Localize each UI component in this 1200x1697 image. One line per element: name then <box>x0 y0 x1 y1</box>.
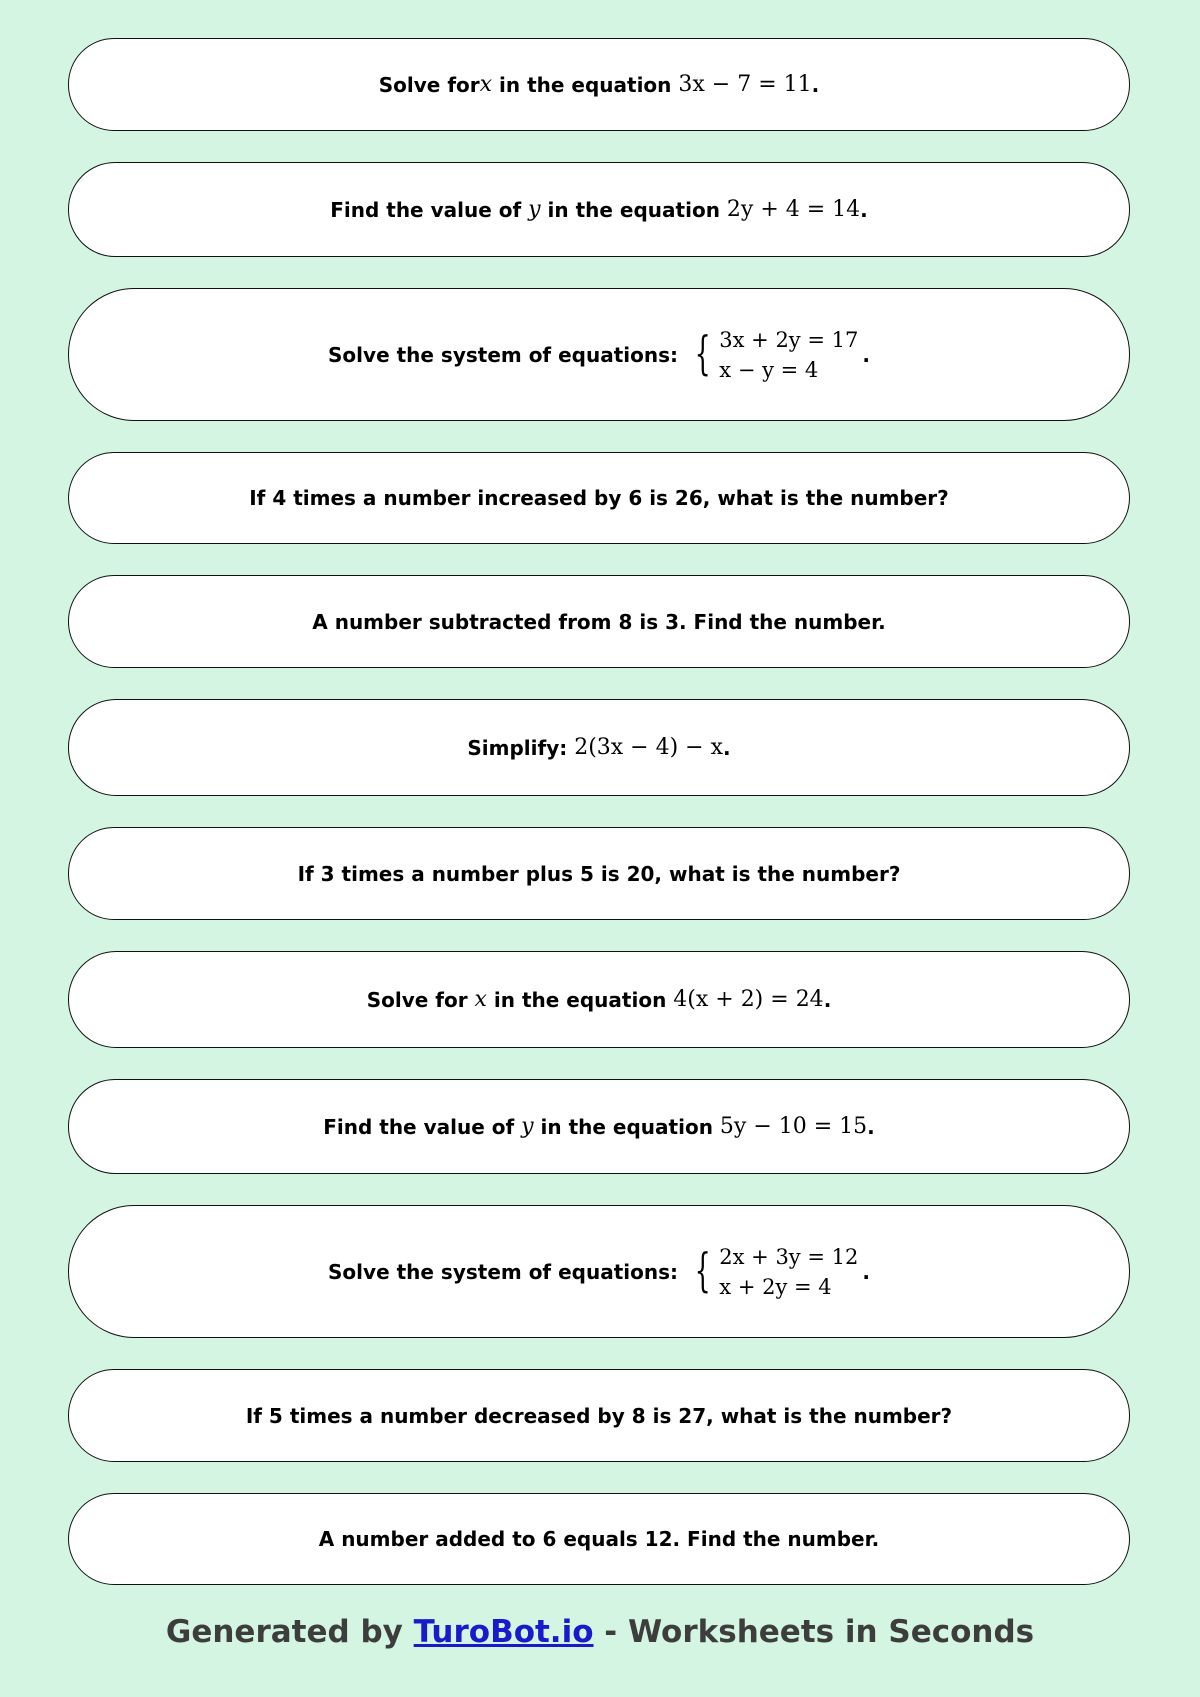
question-punct: . <box>862 342 870 367</box>
footer-text: - Worksheets in Seconds <box>593 1614 1035 1650</box>
question-text: If 5 times a number decreased by 8 is 27, what is the number? <box>245 1403 953 1428</box>
question-punct: . <box>867 1114 875 1139</box>
math-equation: 2y + 4 = 14 <box>726 197 861 222</box>
question-text: If 4 times a number increased by 6 is 26, what is the number? <box>249 486 949 510</box>
math-equation: 4(x + 2) = 24 <box>673 987 824 1012</box>
equation-system <box>688 1242 858 1302</box>
question-card-1 <box>68 38 1130 131</box>
question-text: A number subtracted from 8 is 3. Find the number. <box>312 609 886 634</box>
question-card-7 <box>68 827 1130 920</box>
question-card-5 <box>68 575 1130 668</box>
question-text: Solve for <box>378 72 480 97</box>
math-equation: 5y − 10 = 15 <box>719 1114 868 1139</box>
equation-system <box>688 325 858 385</box>
question-text: Simplify: <box>467 735 575 760</box>
math-variable: y <box>528 197 541 222</box>
question-text: in the equation <box>492 72 679 97</box>
question-text: Solve for <box>366 987 475 1012</box>
question-text: in the equation <box>486 987 674 1012</box>
question-card-8 <box>68 951 1130 1048</box>
question-card-12 <box>68 1493 1130 1585</box>
math-variable: x <box>474 987 487 1012</box>
question-card-4 <box>68 452 1130 544</box>
question-punct: . <box>723 735 731 760</box>
math-variable: x <box>479 72 493 97</box>
turobot-link[interactable]: TuroBot.io <box>413 1614 594 1650</box>
footer <box>0 1614 1200 1650</box>
question-punct: . <box>811 72 820 97</box>
question-card-10 <box>68 1205 1130 1338</box>
question-punct: . <box>862 1259 870 1284</box>
question-text: Solve the system of equations: <box>328 342 679 367</box>
question-card-2 <box>68 162 1130 257</box>
question-text: in the equation <box>540 197 727 222</box>
system-equation-1: 3x + 2y = 17 <box>719 327 859 352</box>
question-text: Find the value of <box>330 197 529 222</box>
question-text: A number added to 6 equals 12. Find the number. <box>318 1527 880 1551</box>
math-equation: 3x − 7 = 11 <box>678 72 812 97</box>
footer-text: Generated by <box>165 1614 414 1650</box>
question-text: in the equation <box>533 1114 720 1139</box>
brace-icon: { <box>694 325 711 380</box>
question-text: If 3 times a number plus 5 is 20, what is the number? <box>297 861 901 886</box>
system-equation-2: x − y = 4 <box>719 357 819 382</box>
question-punct: . <box>823 987 832 1012</box>
question-card-3 <box>68 288 1130 421</box>
question-card-6 <box>68 699 1130 796</box>
question-punct: . <box>860 197 868 222</box>
math-expression: 2(3x − 4) − x <box>574 735 724 760</box>
system-equation-2: x + 2y = 4 <box>719 1274 832 1299</box>
math-variable: y <box>521 1114 534 1139</box>
question-card-9 <box>68 1079 1130 1174</box>
question-card-11 <box>68 1369 1130 1462</box>
question-text: Find the value of <box>323 1114 522 1139</box>
system-equation-1: 2x + 3y = 12 <box>719 1244 859 1269</box>
question-text: Solve the system of equations: <box>328 1259 679 1284</box>
brace-icon: { <box>694 1242 711 1297</box>
